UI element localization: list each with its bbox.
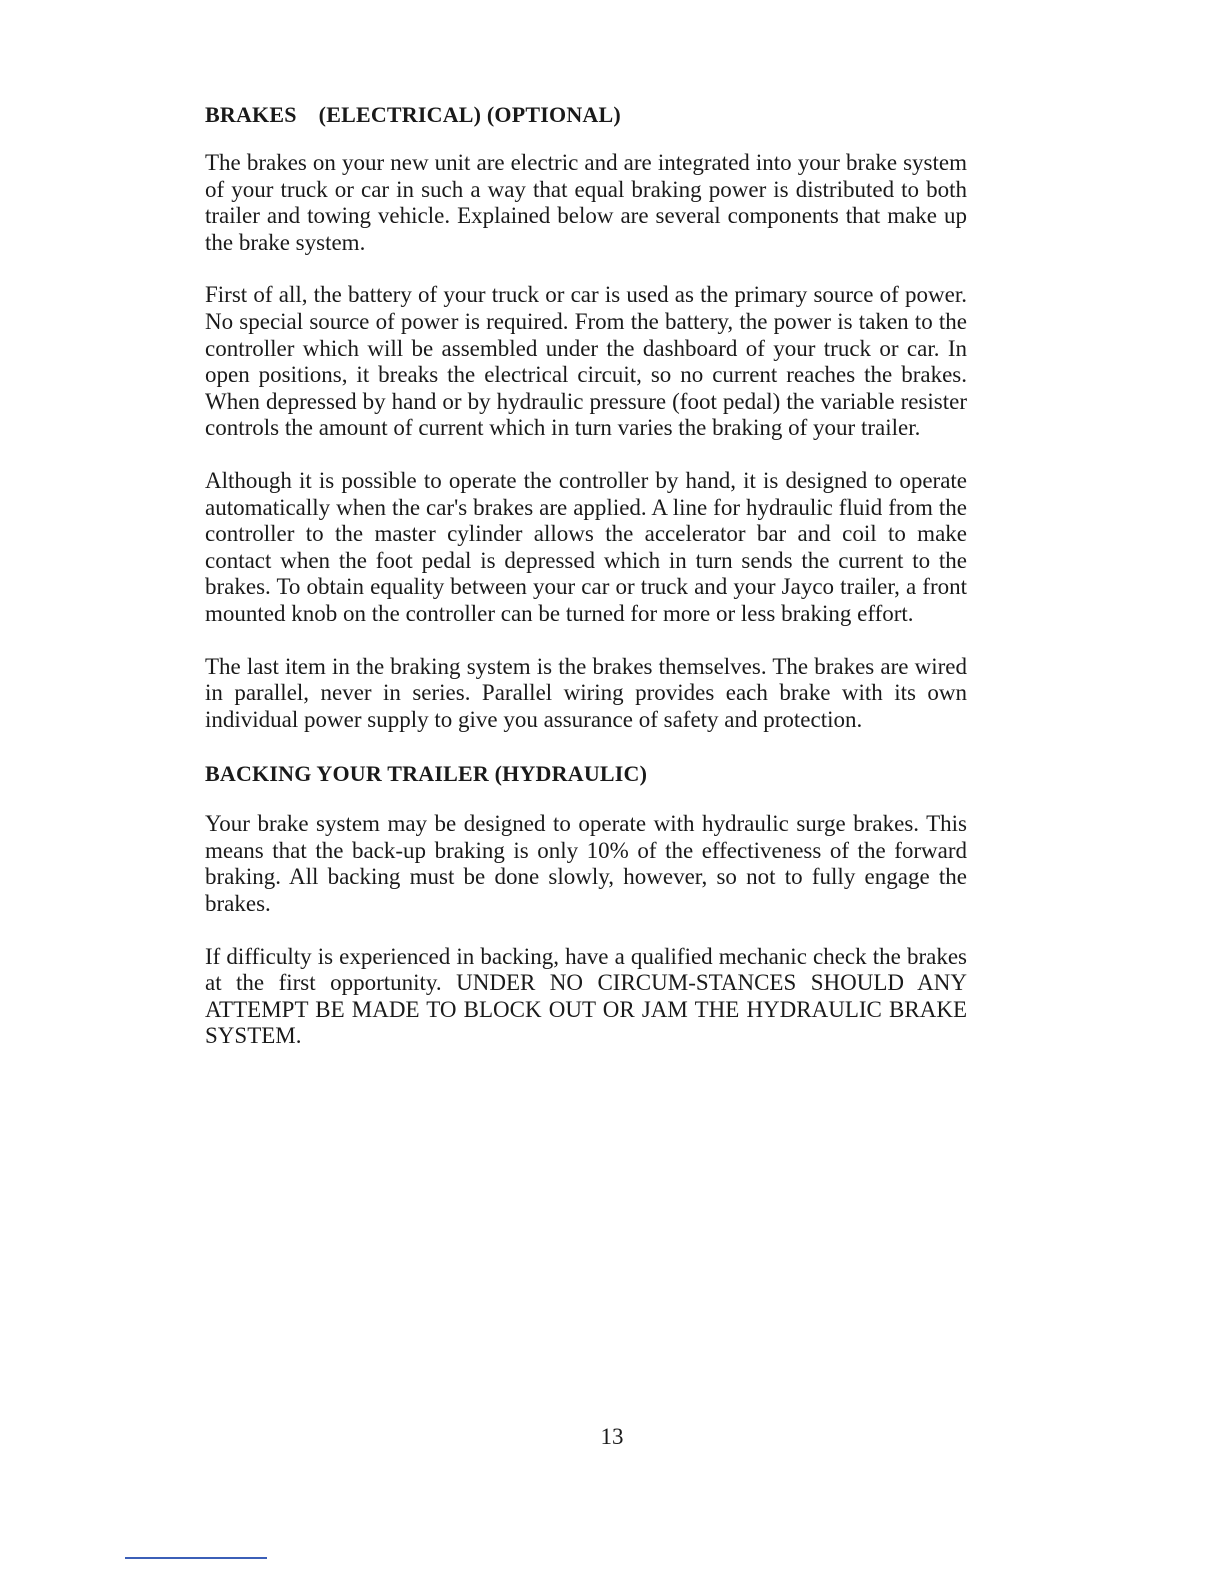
paragraph-brake-wiring: The last item in the braking system is the brakes themselves. The brakes are wired in parallel, never in series. Parallel wiring provides each brake with its own individual power supply to give you assurance of safety and protection. (205, 653, 967, 732)
section-heading-brakes (205, 100, 967, 130)
heading-brakes-word: BRAKES (205, 102, 297, 127)
document-page (205, 100, 967, 1076)
paragraph-controller-operation: Although it is possible to operate the controller by hand, it is designed to operate automatically when the car's brakes are applied. A line for hydraulic fluid from the controller to the master cylinder allows the accelerator bar and coil to make contact when the foot pedal is depressed which in turn sends the current to the brakes. To obtain equality between your car or truck and your Jayco trailer, a front mounted knob on the controller can be turned for more or less braking effort. (205, 467, 967, 626)
section-heading-backing: BACKING YOUR TRAILER (HYDRAULIC) (205, 761, 648, 787)
paragraph-surge-brakes: Your brake system may be designed to operate with hydraulic surge brakes. This means that the back-up braking is only 10% of the effectiveness of the forward braking. All backing must be done slowly, however, so not to fully engage the brakes. (205, 811, 967, 917)
paragraph-battery-power: First of all, the battery of your truck or car is used as the primary source of power. No special source of power is required. From the battery, the power is taken to the controller which will be assembled under the dashboard of your truck or car. In open positions, it breaks the electrical circuit, so no current reaches the brakes. When depressed by hand or by hydraulic pressure (foot pedal) the variable resister controls the amount of current which in turn varies the braking of your trailer. (205, 282, 967, 441)
heading-brakes-qualifier: (ELECTRICAL) (OPTIONAL) (318, 102, 621, 127)
page-number: 13 (600, 1424, 624, 1449)
paragraph-brakes-intro: The brakes on your new unit are electric and are integrated into your brake system of your truck or car in such a way that equal braking power is distributed to both trailer and towing vehicle. Explained below are several components that make up the brake system. (205, 150, 967, 255)
bottom-rule-divider (125, 1557, 267, 1559)
paragraph-backing-warning: If difficulty is experienced in backing, have a qualified mechanic check the brakes at the first opportunity. UNDER NO CIRCUM-STANCES SHOULD ANY ATTEMPT BE MADE TO BLOCK OUT OR JAM THE HYDRAULIC BRAKE SYSTEM. (205, 943, 967, 1049)
